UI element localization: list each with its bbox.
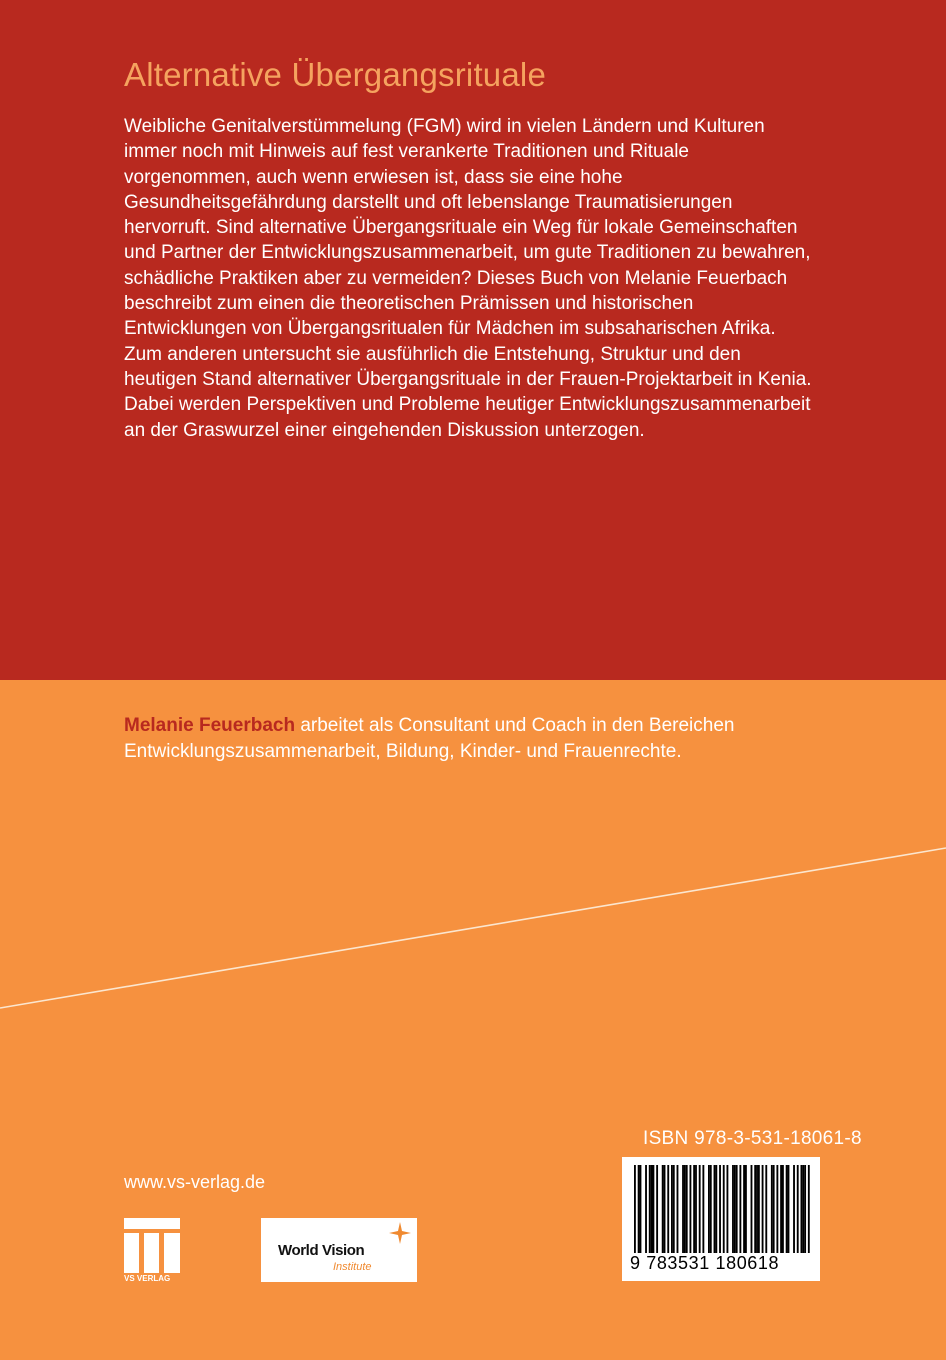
book-blurb: Weibliche Genitalverstümmelung (FGM) wird in vielen Ländern und Kulturen immer noch mit Hinweis auf fest verankerte Traditionen und Rituale vorgenommen, auch wenn erwiesen ist, dass sie eine hohe Gesundheitsgefährdung darstellt und oft lebenslange Traumatisierungen hervorruft. Sind alternative Übergangsrituale ein Weg für lokale Gemeinschaften und Partner der Entwicklungszusammenarbeit, um gute Traditionen zu bewahren, schädliche Praktiken aber zu vermeiden? Dieses Buch von Melanie Feuerbach beschreibt zum einen die theoretischen Prämissen und historischen Entwicklungen von Übergangsritualen für Mädchen im subsaharischen Afrika. Zum anderen untersucht sie ausführlich die Entstehung, Struktur und den heutigen Stand alternativer Übergangsrituale in der Frauen-Projektarbeit in Kenia. Dabei werden Perspektiven und Probleme heutiger Entwicklungszusammenarbeit an der Graswurzel einer eingehenden Diskussion unterzogen. [124,116,812,441]
world-vision-star-icon [389,1222,411,1244]
isbn-label: ISBN 978-3-531-18061-8 [643,1128,862,1149]
world-vision-subtitle: Institute [333,1261,372,1273]
barcode-digits: 9 783531 180618 [630,1253,818,1274]
vs-verlag-logo-text: VS VERLAG [124,1274,171,1283]
vs-verlag-logo-icon [124,1218,180,1284]
author-bio [124,713,824,765]
world-vision-name: World Vision [278,1242,365,1259]
ean13-barcode-icon [622,1157,820,1281]
world-vision-institute-logo [261,1218,417,1282]
author-bio-text: arbeitet als Consultant und Coach in den Bereichen Entwicklungszusammenarbeit, Bildung, Kinder- und Frauenrechte. [124,715,735,762]
publisher-website-link[interactable]: www.vs-verlag.de [124,1172,266,1192]
author-name: Melanie Feuerbach [124,715,296,736]
book-title: Alternative Übergangsrituale [124,56,546,93]
